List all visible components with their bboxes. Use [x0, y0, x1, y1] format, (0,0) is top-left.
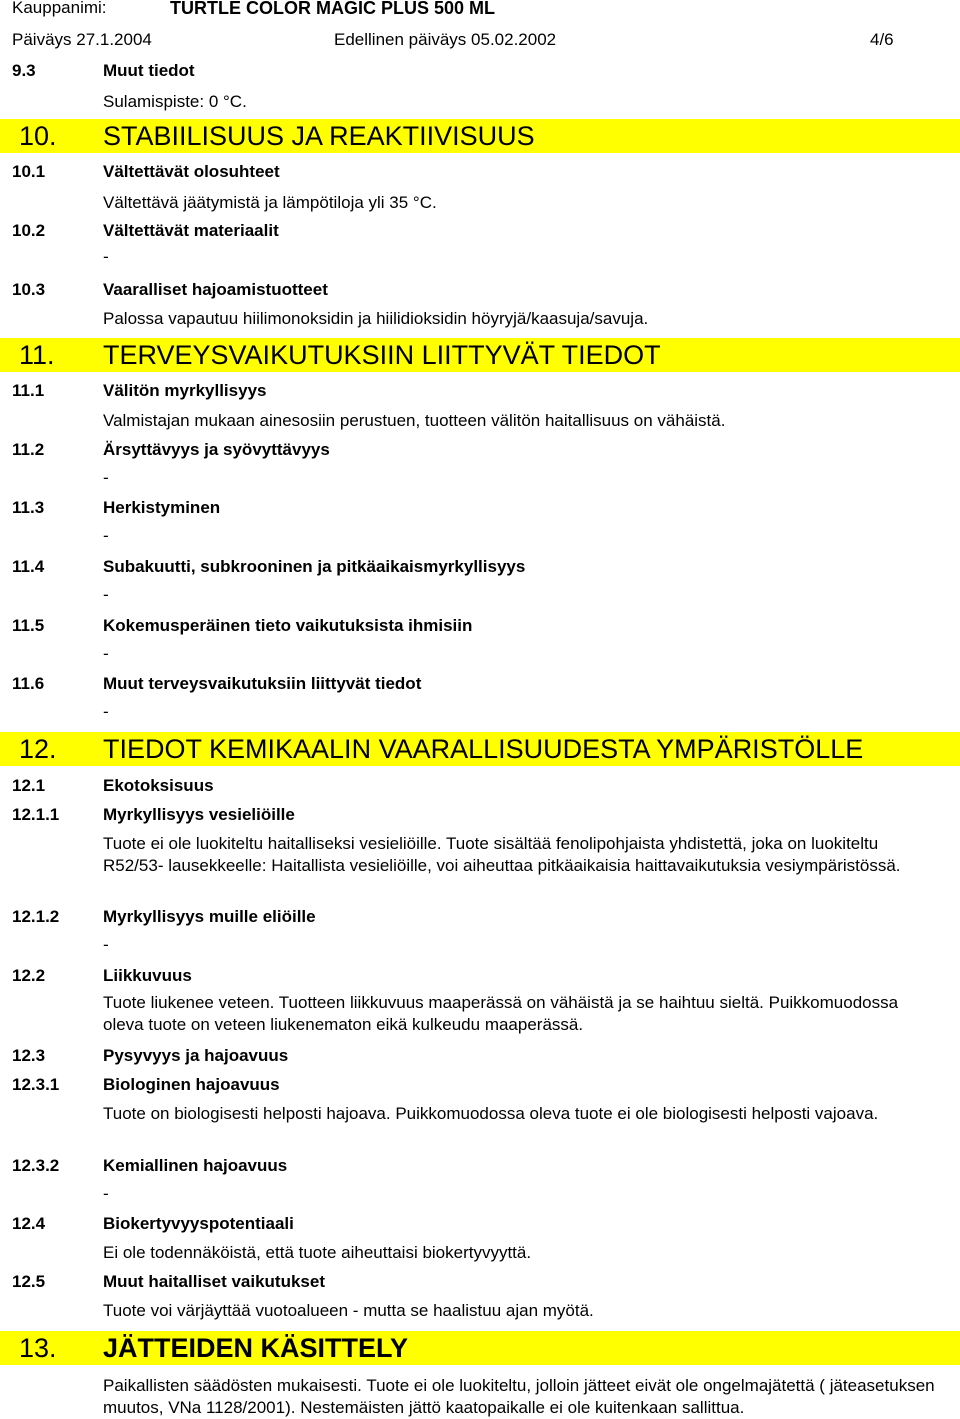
section-text: - [103, 935, 109, 954]
section-number: 12. [19, 734, 57, 764]
section-heading: Myrkyllisyys muille eliöille [103, 907, 316, 926]
section-number: 12.4 [12, 1214, 46, 1233]
section-text: - [103, 585, 109, 604]
section-text: - [103, 468, 109, 487]
section-heading: Ekotoksisuus [103, 776, 214, 795]
section-heading: Pysyvyys ja hajoavuus [103, 1046, 289, 1065]
section-title: TERVEYSVAIKUTUKSIIN LIITTYVÄT TIEDOT [103, 340, 661, 370]
section-text: Sulamispiste: 0 °C. [103, 92, 247, 111]
section-number: 11.1 [12, 381, 45, 400]
previous-date: Edellinen päiväys 05.02.2002 [334, 30, 557, 49]
section-text: - [103, 644, 109, 663]
section-band-12 [0, 732, 960, 766]
section-number: 12.1.1 [12, 805, 60, 824]
section-heading: Vältettävät materiaalit [103, 221, 279, 240]
section-text: Paikallisten säädösten mukaisesti. Tuote ei ole luokiteltu, jolloin jätteet eivät ole ongelmajätettä ( jäteasetuksen muutos, VNa 1128/2001). Nestemäisten jättö kaatopaikalle ei ole kuitenkaan sallittua. [103, 1376, 935, 1417]
section-number: 10.2 [12, 221, 46, 240]
section-heading: Myrkyllisyys vesieliöille [103, 805, 295, 824]
section-text: Tuote liukenee veteen. Tuotteen liikkuvuus maaperässä on vähäistä ja se haihtuu sieltä. Puikkomuodossa oleva tuote on veteen liukenematon eikä kulkeudu maaperässä. [103, 993, 899, 1034]
section-heading: Kokemusperäinen tieto vaikutuksista ihmisiin [103, 616, 473, 635]
section-heading: Herkistyminen [103, 498, 221, 517]
section-band-13 [0, 1331, 960, 1365]
section-number: 12.3.2 [12, 1156, 60, 1175]
section-text: - [103, 1184, 109, 1203]
section-text: Valmistajan mukaan ainesosiin perustuen, tuotteen välitön haitallisuus on vähäistä. [103, 411, 726, 430]
section-number: 12.1.2 [12, 907, 60, 926]
section-number: 12.3 [12, 1046, 46, 1065]
section-text: - [103, 247, 109, 266]
section-heading: Muut tiedot [103, 61, 195, 80]
section-heading: Subakuutti, subkrooninen ja pitkäaikaismyrkyllisyys [103, 557, 526, 576]
trade-name-label: Kauppanimi: [12, 0, 107, 17]
section-band-10 [0, 119, 960, 153]
section-band-11 [0, 338, 960, 372]
product-name: TURTLE COLOR MAGIC PLUS 500 ML [170, 0, 496, 18]
section-heading: Biologinen hajoavuus [103, 1075, 280, 1094]
section-text: - [103, 702, 109, 721]
section-heading: Ärsyttävyys ja syövyttävyys [103, 440, 330, 459]
section-number: 12.5 [12, 1272, 46, 1291]
section-heading: Kemiallinen hajoavuus [103, 1156, 288, 1175]
section-number: 11.2 [12, 440, 45, 459]
section-text: Vältettävä jäätymistä ja lämpötiloja yli 35 °C. [103, 193, 437, 212]
section-number: 12.3.1 [12, 1075, 60, 1094]
section-text: Tuote on biologisesti helposti hajoava. Puikkomuodossa oleva tuote ei ole biologisesti helposti vajoava. [103, 1104, 879, 1123]
section-heading: Vaaralliset hajoamistuotteet [103, 280, 328, 299]
page-number: 4/6 [870, 30, 894, 49]
section-number: 9.3 [12, 61, 36, 80]
date: Päiväys 27.1.2004 [12, 30, 152, 49]
section-title: JÄTTEIDEN KÄSITTELY [103, 1333, 409, 1363]
section-heading: Muut terveysvaikutuksiin liittyvät tiedot [103, 674, 422, 693]
section-number: 11. [19, 340, 55, 370]
section-title: STABIILISUUS JA REAKTIIVISUUS [103, 121, 535, 151]
section-heading: Muut haitalliset vaikutukset [103, 1272, 325, 1291]
section-heading: Vältettävät olosuhteet [103, 162, 280, 181]
section-number: 12.1 [12, 776, 46, 795]
section-number: 13. [19, 1333, 57, 1363]
section-heading: Biokertyvyyspotentiaali [103, 1214, 294, 1233]
section-text: Tuote ei ole luokiteltu haitalliseksi vesieliöille. Tuote sisältää fenolipohjaista yhdistettä, joka on luokiteltu R52/53- lausekkeelle: Haitallista vesieliöille, voi aiheuttaa pitkäaikaisia haittavaikutuksia vesiympäristössä. [103, 834, 901, 875]
section-number: 10. [19, 121, 57, 151]
section-number: 10.1 [12, 162, 46, 181]
section-number: 10.3 [12, 280, 46, 299]
section-heading: Liikkuvuus [103, 966, 192, 985]
section-text: - [103, 526, 109, 545]
section-text: Palossa vapautuu hiilimonoksidin ja hiilidioksidin höyryjä/kaasuja/savuja. [103, 309, 649, 328]
section-title: TIEDOT KEMIKAALIN VAARALLISUUDESTA YMPÄRISTÖLLE [103, 734, 864, 764]
section-number: 11.3 [12, 498, 45, 517]
section-number: 11.6 [12, 674, 45, 693]
section-text: Tuote voi värjäyttää vuotoalueen - mutta se haalistuu ajan myötä. [103, 1301, 594, 1320]
section-number: 11.4 [12, 557, 45, 576]
section-text: Ei ole todennäköistä, että tuote aiheuttaisi biokertyvyyttä. [103, 1243, 532, 1262]
section-number: 12.2 [12, 966, 46, 985]
section-heading: Välitön myrkyllisyys [103, 381, 267, 400]
section-number: 11.5 [12, 616, 45, 635]
